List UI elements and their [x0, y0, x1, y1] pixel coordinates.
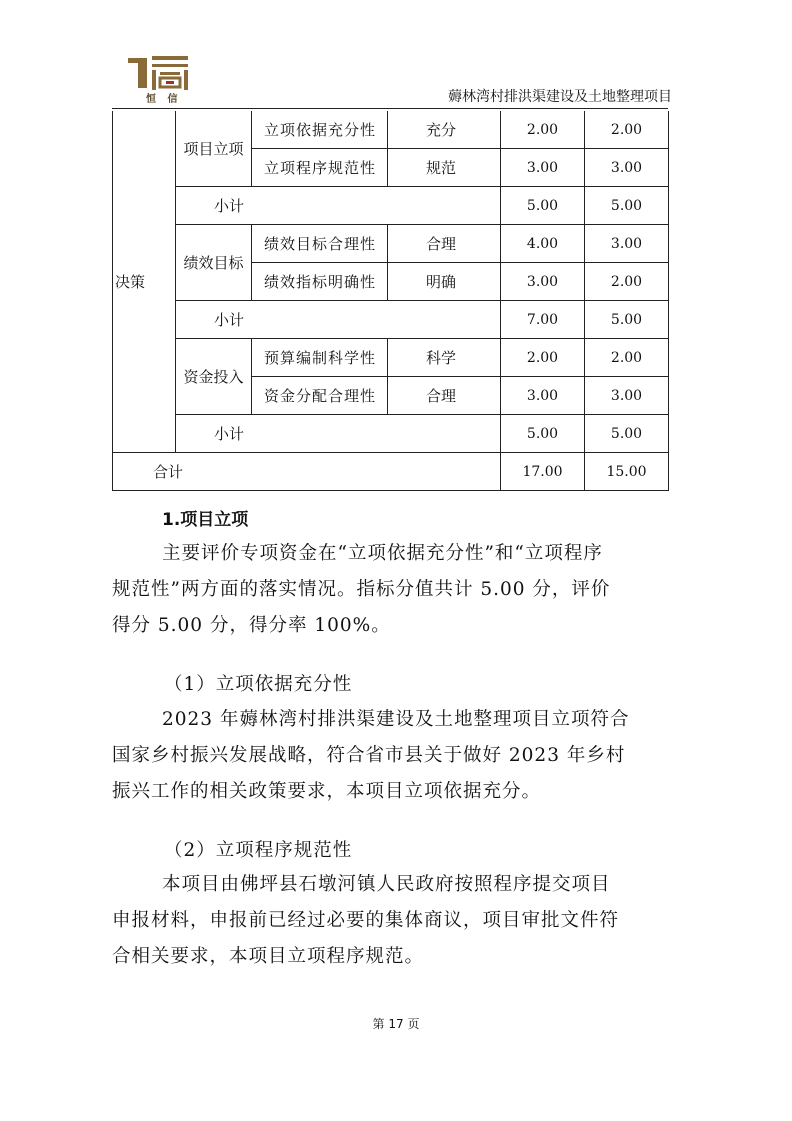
score-cell: 3.00 [585, 149, 669, 187]
standard-cell: 合理 [388, 377, 501, 415]
weight-cell: 4.00 [501, 225, 585, 263]
subtotal-weight: 5.00 [501, 415, 585, 453]
header-divider [112, 108, 668, 109]
score-cell: 2.00 [585, 339, 669, 377]
indicator-cell: 预算编制科学性 [252, 339, 388, 377]
total-row [113, 453, 669, 491]
total-label: 合计 [113, 453, 501, 491]
indicator-cell: 立项程序规范性 [252, 149, 388, 187]
subtotal-label: 小计 [176, 415, 501, 453]
indicator-cell: 立项依据充分性 [252, 111, 388, 149]
weight-cell: 2.00 [501, 339, 585, 377]
indicator-cell: 绩效指标明确性 [252, 263, 388, 301]
paragraph-basis [112, 702, 629, 810]
subtotal-score: 5.00 [585, 415, 669, 453]
standard-cell: 充分 [388, 111, 501, 149]
group-name-cell: 项目立项 [176, 111, 252, 187]
standard-cell: 规范 [388, 149, 501, 187]
group-name-cell: 绩效目标 [176, 225, 252, 301]
subtotal-row [113, 187, 669, 225]
indicator-cell: 绩效目标合理性 [252, 225, 388, 263]
paragraph-line: 规范性”两方面的落实情况。指标分值共计 5.00 分，评价 [112, 579, 611, 600]
group-name-cell: 资金投入 [176, 339, 252, 415]
subtotal-label: 小计 [176, 187, 501, 225]
total-score: 15.00 [585, 453, 669, 491]
paragraph-summary [112, 536, 610, 644]
score-table [112, 111, 669, 491]
section-title: 1.项目立项 [162, 510, 249, 530]
paragraph-line: 合相关要求，本项目立项程序规范。 [112, 946, 425, 967]
subtotal-weight: 5.00 [501, 187, 585, 225]
score-cell: 3.00 [585, 377, 669, 415]
paragraph-line: 得分 5.00 分，得分率 100%。 [112, 615, 391, 636]
standard-cell: 明确 [388, 263, 501, 301]
logo-text: 恒 信 [146, 94, 182, 105]
subtotal-label: 小计 [176, 301, 501, 339]
paragraph-line: 主要评价专项资金在“立项依据充分性”和“立项程序 [162, 543, 603, 564]
score-cell: 2.00 [585, 111, 669, 149]
score-cell: 2.00 [585, 263, 669, 301]
standard-cell: 科学 [388, 339, 501, 377]
indicator-cell: 资金分配合理性 [252, 377, 388, 415]
score-cell: 3.00 [585, 225, 669, 263]
subtotal-score: 5.00 [585, 187, 669, 225]
subtotal-row [113, 301, 669, 339]
total-weight: 17.00 [501, 453, 585, 491]
subsection-title: （2）立项程序规范性 [164, 840, 353, 861]
subtotal-score: 5.00 [585, 301, 669, 339]
page-number: 第 17 页 [372, 1017, 420, 1031]
paragraph-line: 2023 年薅林湾村排洪渠建设及土地整理项目立项符合 [162, 709, 630, 730]
table-row [113, 339, 669, 377]
weight-cell: 2.00 [501, 111, 585, 149]
paragraph-line: 申报材料，申报前已经过必要的集体商议，项目审批文件符 [112, 910, 620, 931]
paragraph-line: 国家乡村振兴发展战略，符合省市县关于做好 2023 年乡村 [112, 745, 626, 766]
paragraph-line: 本项目由佛坪县石墩河镇人民政府按照程序提交项目 [162, 874, 611, 895]
table-row [113, 225, 669, 263]
weight-cell: 3.00 [501, 149, 585, 187]
subsection-title: （1）立项依据充分性 [164, 674, 353, 695]
subtotal-weight: 7.00 [501, 301, 585, 339]
paragraph-procedure [112, 867, 619, 975]
weight-cell: 3.00 [501, 377, 585, 415]
weight-cell: 3.00 [501, 263, 585, 301]
header-title: 薅林湾村排洪渠建设及土地整理项目 [448, 89, 672, 105]
standard-cell: 合理 [388, 225, 501, 263]
paragraph-line: 振兴工作的相关政策要求，本项目立项依据充分。 [112, 781, 542, 802]
category-cell: 决策 [113, 111, 176, 453]
table-row [113, 111, 669, 149]
subtotal-row [113, 415, 669, 453]
